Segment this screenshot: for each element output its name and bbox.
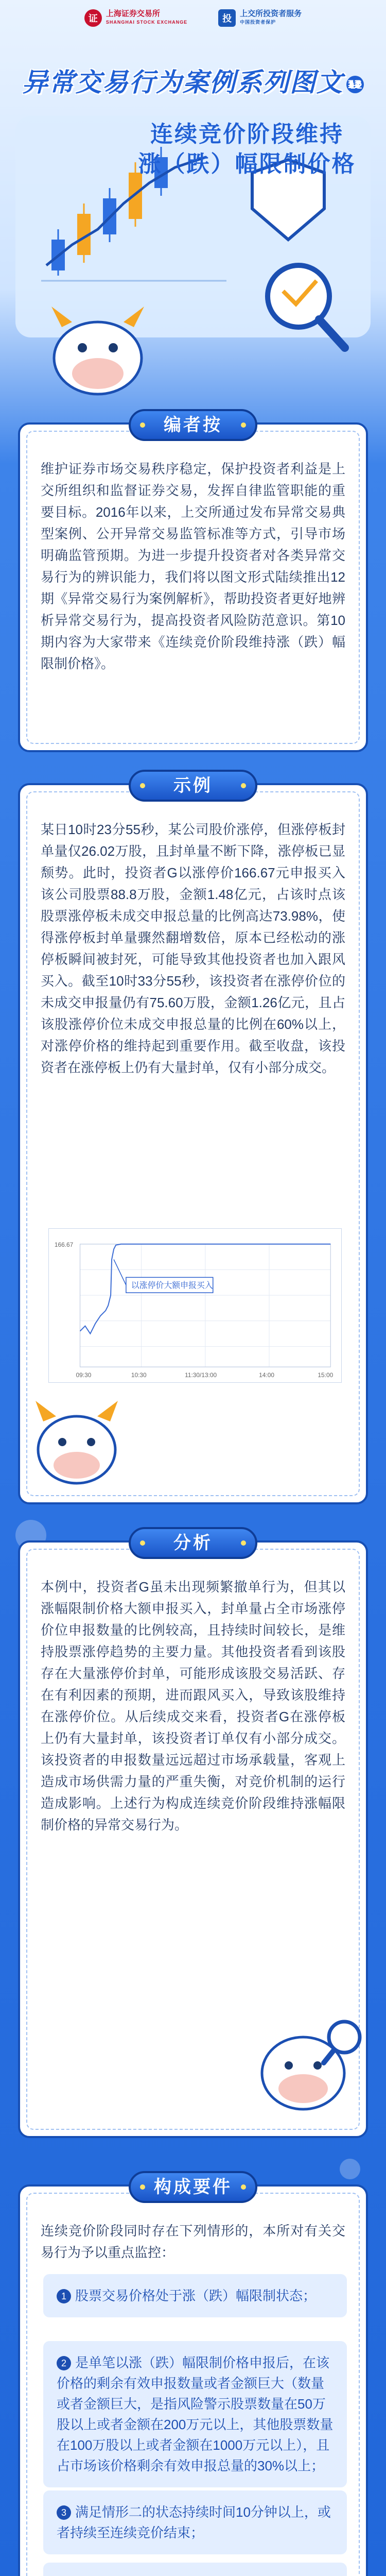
page-title-text: 异常交易行为案例系列图文 [22, 67, 343, 97]
requirement-text: 满足情形二的状态持续时间10分钟以上，或者持续至连续竞价结束； [57, 2504, 331, 2540]
sse-logo-name: 上海证券交易所 [106, 9, 160, 18]
analysis-card [18, 1533, 368, 2138]
top-logo-bar [0, 0, 386, 36]
issue-badge: 12 [346, 76, 364, 93]
requirements-title: 构成要件 [129, 2171, 257, 2203]
analysis-body: 本例中，投资者G虽未出现频繁撤单行为，但其以涨幅限制价格大额申报买入，封单量占全市场涨停价位申报数量的比例较高，且持续时间较长，是维持股票涨停趋势的主要力量。其他投资者看到该股存在大量涨停价封单，可能形成该股交易活跃、存在有利因素的预期，进而跟风买入，导致该股维持在涨停价位。从后续成交来看，投资者G在涨停板上仍有大量封单，该投资者订单仅有小部分成交。该投资者的申报数量远远超过市场承载量，客观上造成市场供需力量的严重失衡，对竞价机制的运行造成影响。上述行为构成连续竞价阶段维持涨幅限制价格的异常交易行为。 [41, 1579, 345, 1833]
editor-note-body: 维护证券市场交易秩序稳定，保护投资者利益是上交所组织和监督证券交易，发挥自律监管职能的重要目标。2016年以来，上交所通过发布异常交易典型案例、公开异常交易监管标准等方式，引导市场明确监管预期。为进一步提升投资者对各类异常交易行为的辨识能力，我们将以图文形式陆续推出12期《异常交易行为案例解析》，帮助投资者更好地辨析异常交易行为，提高投资者风险防范意识。第10期内容为大家带来《连续竞价阶段维持涨（跌）幅限制价格》。 [41, 461, 345, 671]
requirement-item [43, 2490, 347, 2554]
x-tick-1130: 11:30/13:00 [185, 1371, 217, 1379]
investor-service-sub: 中国投资者保护 [240, 20, 276, 25]
requirements-intro: 连续竞价阶段同时存在下列情形的，本所对有关交易行为予以重点监控： [41, 2223, 345, 2260]
page-title [21, 62, 365, 105]
chart-callout: 以涨停价大额申报买入 [131, 1281, 213, 1291]
page-subtitle-line-1: 连续竞价阶段维持 [150, 122, 344, 147]
mascot-cow-icon [25, 1393, 128, 1496]
example-body: 某日10时23分55秒，某公司股价涨停，但涨停板封单量仅26.02万股，且封单量不断下降，涨停板已显颓势。此时，投资者G以涨停价166.67元申报买入该公司股票88.8万股，金额1.48亿元，占该时点该股票涨停板未成交申报总量的比例高达73.98%，使得涨停板封单量骤然翻增数倍，原本已经松动的涨停板瞬间被封死，可能导致其他投资者也加入跟风买入。截至10时33分55秒，该投资者在涨停价位的未成交申报量仍有75.60万股，金额1.26亿元，且占该股涨停价位未成交申报总量的比例在60%以上，对涨停价格的维持起到重要作用。截至收盘，该投资者在涨停板上仍有大量封单，仅有小部分成交。 [41, 822, 345, 1075]
sse-logo-sub: SHANGHAI STOCK EXCHANGE [106, 20, 188, 25]
x-tick-1400: 14:00 [259, 1371, 274, 1379]
analysis-title: 分析 [129, 1527, 257, 1559]
requirement-number: 3 [57, 2505, 71, 2520]
investor-service-logo [218, 9, 302, 27]
requirement-item [43, 2341, 347, 2487]
example-title: 示例 [129, 770, 257, 802]
decor-dot [340, 2159, 360, 2179]
editor-note-card [18, 415, 368, 752]
mascot-with-magnifier-icon [247, 2006, 365, 2125]
y-tick-top: 166.67 [54, 1241, 74, 1248]
price-chart [48, 1228, 342, 1383]
requirement-item [43, 2563, 347, 2576]
requirement-number: 2 [57, 2356, 71, 2370]
editor-note-title: 编者按 [129, 409, 257, 441]
requirement-text: 是单笔以涨（跌）幅限制价格申报后，在该价格的剩余有效申报数量或者金额巨大（数量或者金额巨大，是指风险警示股票数量在50万股以上或者金额在200万元以上，其他股票数量在100万股以上或者金额在1000万元以上），且占市场该价格剩余有效申报总量的30%以上； [57, 2355, 334, 2473]
requirement-text: 股票交易价格处于涨（跌）幅限制状态； [75, 2288, 317, 2303]
example-card [18, 776, 368, 1504]
x-tick-1030: 10:30 [131, 1371, 147, 1379]
x-tick-0930: 09:30 [76, 1371, 92, 1379]
page-subtitle-line-2: 涨（跌）幅限制价格 [138, 151, 356, 177]
investor-service-name: 上交所投资者服务 [240, 9, 302, 18]
sse-logo [84, 9, 187, 27]
requirement-item [43, 2274, 347, 2317]
requirements-card [18, 2177, 368, 2576]
requirement-number: 1 [57, 2289, 71, 2303]
investor-service-icon: 投 [218, 9, 236, 27]
sse-logo-icon: 证 [84, 9, 102, 27]
x-tick-1500: 15:00 [318, 1371, 334, 1379]
page-subtitle [129, 120, 365, 179]
